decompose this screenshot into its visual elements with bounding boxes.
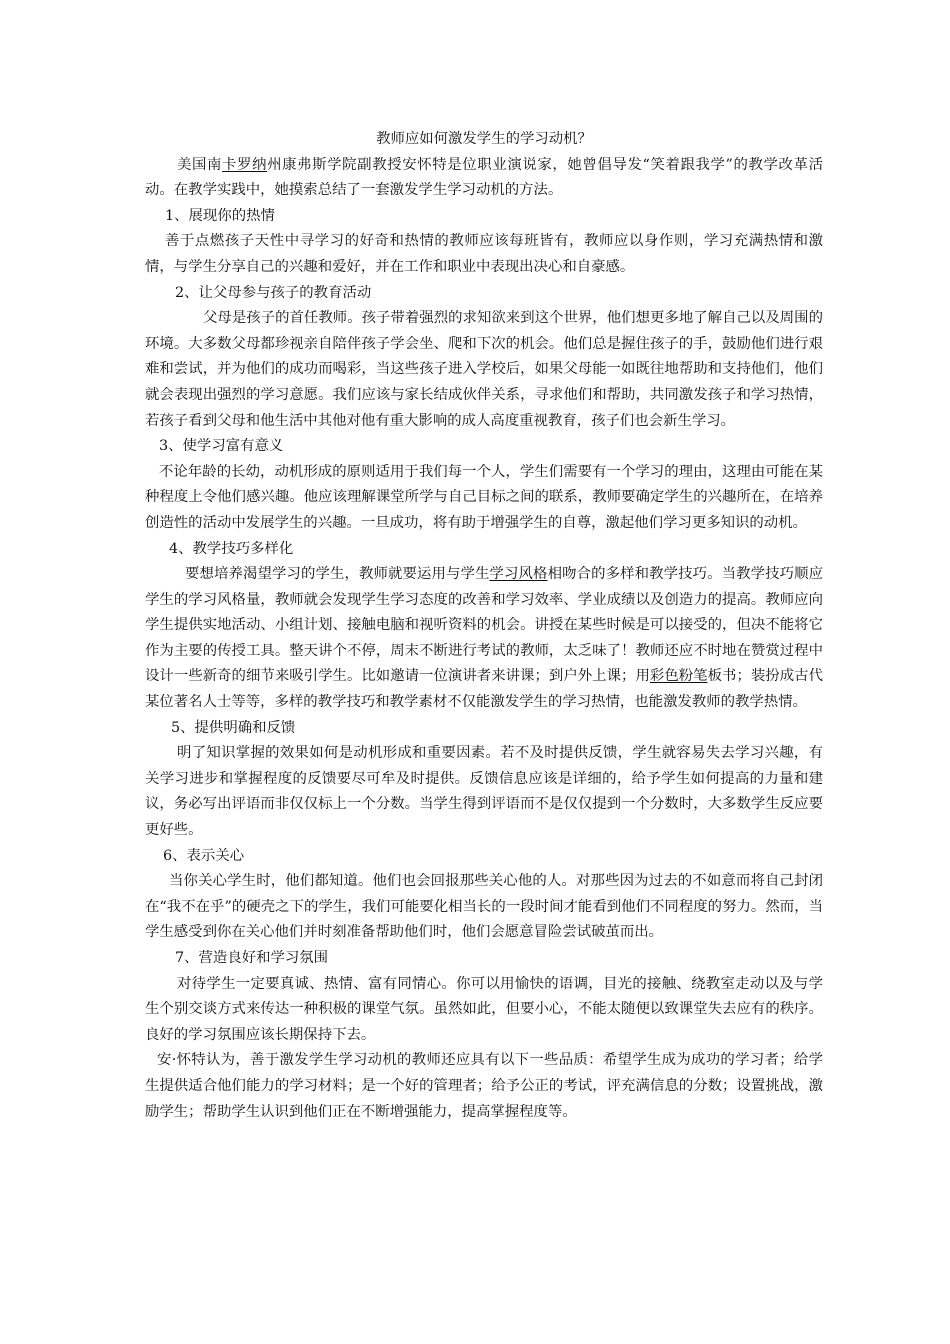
section-4-text-a: 要想培养渴望学习的学生，教师就要运用与学生 [185, 566, 490, 583]
section-1-heading: 1、展现你的热情 [165, 207, 275, 224]
section-2-heading: 2、让父母参与孩子的教育活动 [175, 284, 372, 301]
section-2-paragraph: 父母是孩子的首任教师。孩子带着强烈的求知欲来到这个世界，他们想更多地了解自己以及周围的环境。大多数父母都珍视亲自陪伴孩子学会坐、爬和下次的机会。他们总是握住孩子的手，鼓励他们进行艰难和尝试，并为他们的成功而喝彩，当这些孩子进入学校后，如果父母能一如既往地帮助和支持他们，他们就会表现出强烈的学习意愿。我们应该与家长结成伙伴关系，寻求他们和帮助，共同激发孩子和学习热情，若孩子看到父母和他生活中其他对他有重大影响的成人高度重视教育，孩子们也会新生学习。 [145, 310, 823, 429]
closing-paragraph: 安·怀特认为，善于激发学生学习动机的教师还应具有以下一些品质：希望学生成为成功的学习者；给学生提供适合他们能力的学习材料；是一个好的管理者；给予公正的考试，评充满信息的分数；设置挑战，激励学生；帮助学生认识到他们正在不断增强能力，提高掌握程度等。 [145, 1052, 823, 1120]
section-4-heading: 4、教学技巧多样化 [169, 540, 294, 557]
intro-text-end: 州康弗斯学院副教授安怀特是位职业演说家，她曾倡导发“笑着跟我学”的教学改革活动。在教学实践中，她摸索总结了一套激发学生学习动机的方法。 [145, 156, 823, 199]
section-7-heading: 7、营造良好和学习氛围 [175, 950, 329, 966]
document-title: 教师应如何激发学生的学习动机？ [376, 131, 592, 147]
learning-style-link[interactable]: 学习风格 [489, 566, 548, 583]
section-6-heading: 6、表示关心 [163, 847, 245, 864]
section-6-paragraph: 当你关心学生时，他们都知道。他们也会回报那些关心他的人。对那些因为过去的不如意而将自己封闭在“我不在乎”的硬壳之下的学生，我们可能要化相当长的一段时间才能看到他们不同程度的努力。然而，当学生感受到你在关心他们并时刻准备帮助他们时，他们会愿意冒险尝试破茧而出。 [145, 873, 823, 941]
colored-chalk-link[interactable]: 彩色粉笔 [649, 668, 708, 685]
intro-underlined-place: 卡罗纳 [222, 156, 268, 173]
section-5-paragraph: 明了知识掌握的效果如何是动机形成和重要因素。若不及时提供反馈，学生就容易失去学习兴趣，有关学习进步和掌握程度的反馈要尽可牟及时提供。反馈信息应该是详细的，给予学生如何提高的力量和建议，务必写出评语而非仅仅标上一个分数。当学生得到评语而不是仅仅提到一个分数时，大多数学生反应要更好些。 [145, 745, 823, 839]
section-1-paragraph: 善于点燃孩子天性中寻学习的好奇和热情的教师应该每班皆有，教师应以身作则，学习充满热情和激情，与学生分享自己的兴趣和爱好，并在工作和职业中表现出决心和自豪感。 [145, 233, 823, 275]
section-4-text-c: 板书；装扮成古代某位著名人士等等，多样的教学技巧和教学素材不仅能激发学生的学习热情，也能激发教师的教学热情。 [145, 668, 823, 711]
section-5-heading: 5、提供明确和反馈 [171, 719, 296, 736]
section-4-paragraph [145, 562, 823, 716]
section-3-paragraph: 不论年龄的长幼，动机形成的原则适用于我们每一个人，学生们需要有一个学习的理由，这理由可能在某种程度上令他们感兴趣。他应该理解课堂所学与自己目标之间的联系，教师要确定学生的兴趣所在，在培养创造性的活动中发展学生的兴趣。一旦成功，将有助于增强学生的自尊，激起他们学习更多知识的动机。 [145, 463, 823, 531]
section-7-paragraph: 对待学生一定要真诚、热情、富有同情心。你可以用愉快的语调，目光的接触、绕教室走动以及与学生个别交谈方式来传达一种积极的课堂气氛。虽然如此，但要小心，不能太随便以致课堂失去应有的秩序。良好的学习氛围应该长期保持下去。 [145, 975, 823, 1043]
intro-paragraph [145, 153, 823, 204]
intro-text-start: 美国南 [177, 156, 223, 173]
section-3-heading: 3、使学习富有意义 [159, 438, 284, 455]
section-4-text-b: 相吻合的多样和教学技巧。当教学技巧顺应学生的学习风格量，教师就会发现学生学习态度的改善和学习效率、学业成绩以及创造力的提高。教师应向学生提供实地活动、小组计划、接触电脑和视听资料的机会。讲授在某些时候是可以接受的，但决不能将它作为主要的传授工具。整天讲个不停，周末不断进行考试的教师，太乏味了！教师还应不时地在赞赏过程中设计一些新奇的细节来吸引学生。比如邀请一位演讲者来讲课；到户外上课；用 [145, 566, 823, 685]
document-page [145, 127, 823, 1125]
